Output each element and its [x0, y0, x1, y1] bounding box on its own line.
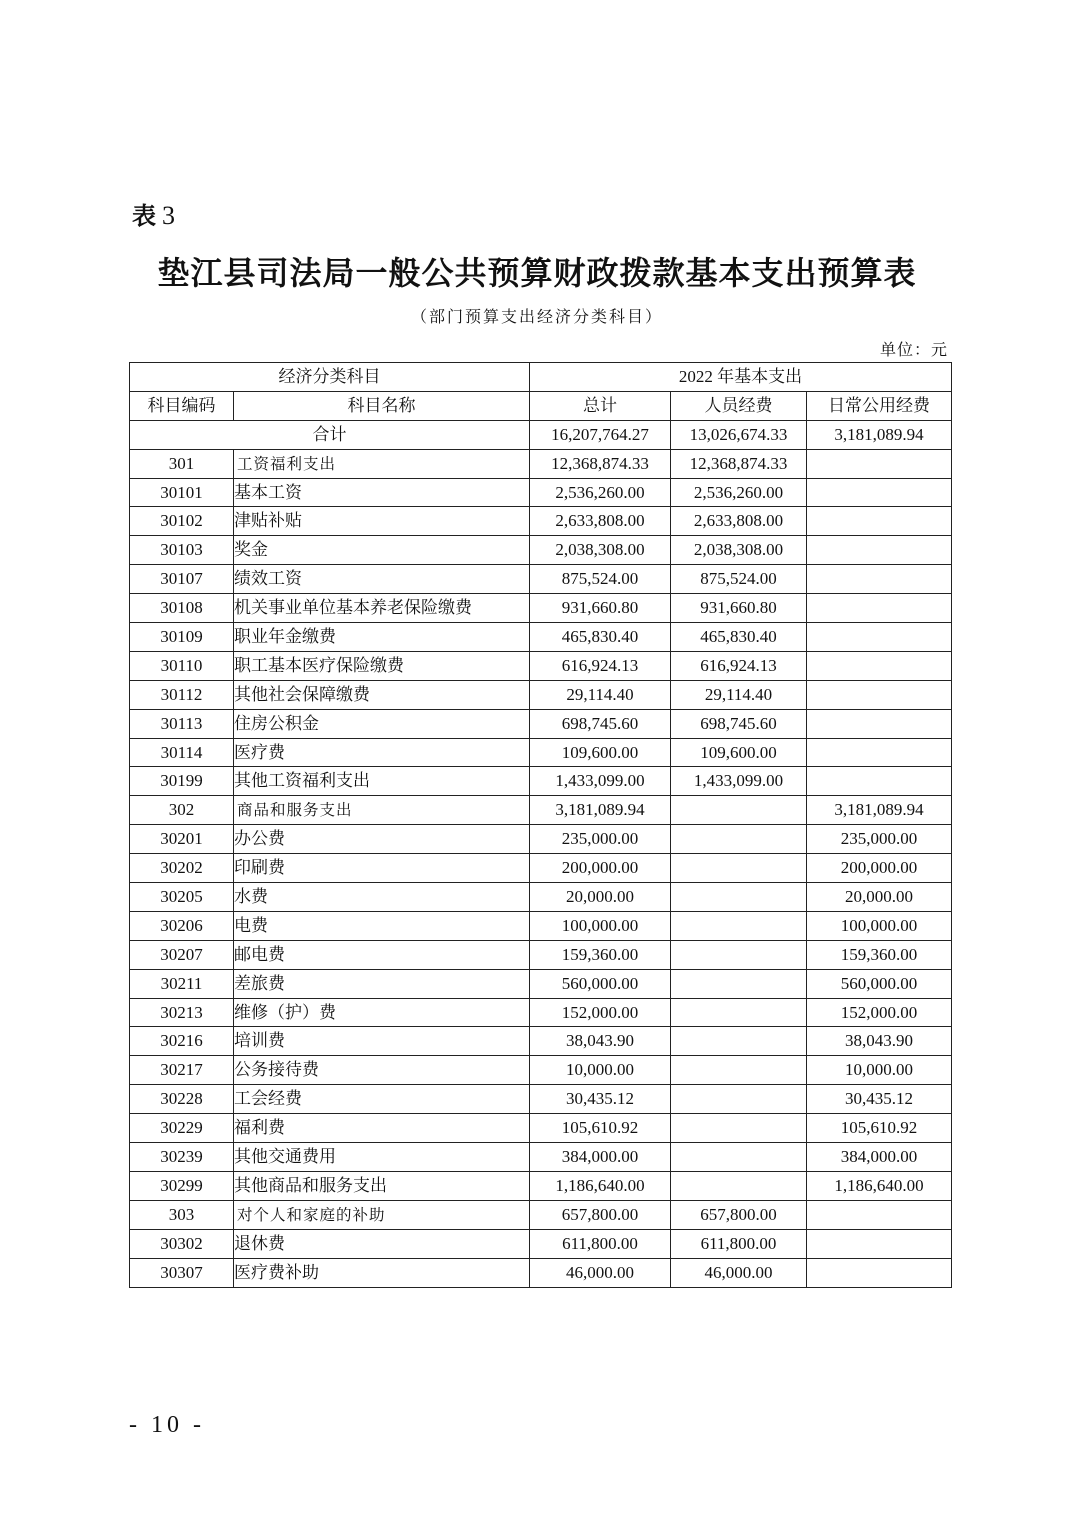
row-name: 职业年金缴费 [234, 623, 530, 652]
table-label-text: 表 [132, 202, 156, 230]
total-row-total: 16,207,764.27 [530, 420, 671, 449]
row-total: 10,000.00 [530, 1056, 671, 1085]
row-total: 29,114.40 [530, 680, 671, 709]
table-row [130, 969, 952, 998]
row-public [807, 1229, 952, 1258]
total-row-personnel: 13,026,674.33 [671, 420, 807, 449]
row-public [807, 738, 952, 767]
row-personnel: 657,800.00 [671, 1200, 807, 1229]
row-total: 235,000.00 [530, 825, 671, 854]
row-total: 159,360.00 [530, 940, 671, 969]
row-code: 30109 [130, 623, 234, 652]
table-row [130, 1027, 952, 1056]
row-code: 30199 [130, 767, 234, 796]
page-title: 垫江县司法局一般公共预算财政拨款基本支出预算表 [157, 254, 917, 292]
row-public [807, 623, 952, 652]
row-name: 住房公积金 [234, 709, 530, 738]
row-name: 商品和服务支出 [234, 796, 530, 825]
row-name: 对个人和家庭的补助 [234, 1200, 530, 1229]
row-total: 657,800.00 [530, 1200, 671, 1229]
row-personnel [671, 1171, 807, 1200]
row-total: 3,181,089.94 [530, 796, 671, 825]
row-name: 差旅费 [234, 969, 530, 998]
row-name: 水费 [234, 883, 530, 912]
budget-table [129, 362, 952, 1288]
row-code: 30307 [130, 1258, 234, 1287]
row-public: 20,000.00 [807, 883, 952, 912]
row-code: 30206 [130, 911, 234, 940]
column-header-public: 日常公用经费 [807, 391, 952, 420]
row-total: 698,745.60 [530, 709, 671, 738]
table-row [130, 998, 952, 1027]
row-name: 职工基本医疗保险缴费 [234, 651, 530, 680]
row-public: 100,000.00 [807, 911, 952, 940]
column-header-total: 总计 [530, 391, 671, 420]
row-personnel [671, 1056, 807, 1085]
row-name: 其他社会保障缴费 [234, 680, 530, 709]
row-personnel: 109,600.00 [671, 738, 807, 767]
row-code: 30103 [130, 536, 234, 565]
category-row [130, 1200, 952, 1229]
row-personnel [671, 883, 807, 912]
row-name: 工会经费 [234, 1085, 530, 1114]
column-header-code: 科目编码 [130, 391, 234, 420]
row-code: 30299 [130, 1171, 234, 1200]
table-number: 3 [162, 201, 175, 230]
row-personnel: 875,524.00 [671, 565, 807, 594]
row-name: 印刷费 [234, 854, 530, 883]
row-total: 12,368,874.33 [530, 449, 671, 478]
row-name: 其他工资福利支出 [234, 767, 530, 796]
row-personnel [671, 796, 807, 825]
row-code: 30207 [130, 940, 234, 969]
row-code: 30102 [130, 507, 234, 536]
row-total: 30,435.12 [530, 1085, 671, 1114]
header-year-basic: 2022 年基本支出 [530, 363, 952, 392]
row-code: 30107 [130, 565, 234, 594]
row-personnel: 611,800.00 [671, 1229, 807, 1258]
column-header-name: 科目名称 [234, 391, 530, 420]
row-code: 30201 [130, 825, 234, 854]
row-total: 465,830.40 [530, 623, 671, 652]
row-personnel: 465,830.40 [671, 623, 807, 652]
row-code: 30239 [130, 1143, 234, 1172]
row-personnel [671, 1143, 807, 1172]
row-public: 152,000.00 [807, 998, 952, 1027]
total-row-public: 3,181,089.94 [807, 420, 952, 449]
row-code: 30229 [130, 1114, 234, 1143]
row-total: 46,000.00 [530, 1258, 671, 1287]
row-name: 办公费 [234, 825, 530, 854]
page-subtitle: （部门预算支出经济分类科目） [410, 307, 663, 326]
table-row [130, 507, 952, 536]
table-row [130, 911, 952, 940]
row-public [807, 651, 952, 680]
row-name: 其他商品和服务支出 [234, 1171, 530, 1200]
row-total: 38,043.90 [530, 1027, 671, 1056]
column-header-personnel: 人员经费 [671, 391, 807, 420]
row-public: 1,186,640.00 [807, 1171, 952, 1200]
row-public [807, 594, 952, 623]
table-row [130, 1229, 952, 1258]
row-total: 100,000.00 [530, 911, 671, 940]
row-public [807, 767, 952, 796]
table-label [132, 196, 175, 231]
total-row [130, 420, 952, 449]
table-row [130, 536, 952, 565]
row-total: 1,186,640.00 [530, 1171, 671, 1200]
row-personnel [671, 911, 807, 940]
row-public [807, 680, 952, 709]
row-public: 38,043.90 [807, 1027, 952, 1056]
table-row [130, 565, 952, 594]
row-total: 931,660.80 [530, 594, 671, 623]
row-name: 维修（护）费 [234, 998, 530, 1027]
row-code: 30101 [130, 478, 234, 507]
row-total: 109,600.00 [530, 738, 671, 767]
row-personnel [671, 825, 807, 854]
row-personnel [671, 1114, 807, 1143]
row-total: 2,633,808.00 [530, 507, 671, 536]
row-public [807, 478, 952, 507]
row-name: 绩效工资 [234, 565, 530, 594]
group-header-row [130, 363, 952, 392]
row-personnel [671, 1027, 807, 1056]
unit-label: 单位：元 [879, 340, 948, 359]
row-code: 30112 [130, 680, 234, 709]
table-body [130, 420, 952, 1287]
category-row [130, 449, 952, 478]
row-total: 152,000.00 [530, 998, 671, 1027]
row-public: 159,360.00 [807, 940, 952, 969]
table-row [130, 478, 952, 507]
table-row [130, 825, 952, 854]
table-row [130, 680, 952, 709]
row-code: 30211 [130, 969, 234, 998]
row-code: 30216 [130, 1027, 234, 1056]
row-name: 退休费 [234, 1229, 530, 1258]
row-code: 30114 [130, 738, 234, 767]
header-econ-class: 经济分类科目 [130, 363, 530, 392]
row-public: 560,000.00 [807, 969, 952, 998]
page-number: - 10 - [129, 1412, 205, 1438]
row-personnel [671, 940, 807, 969]
table-row [130, 709, 952, 738]
table-row [130, 883, 952, 912]
row-total: 1,433,099.00 [530, 767, 671, 796]
row-name: 医疗费 [234, 738, 530, 767]
row-name: 福利费 [234, 1114, 530, 1143]
row-public [807, 449, 952, 478]
row-code: 30108 [130, 594, 234, 623]
row-personnel [671, 998, 807, 1027]
row-personnel [671, 969, 807, 998]
row-name: 电费 [234, 911, 530, 940]
row-code: 30228 [130, 1085, 234, 1114]
row-code: 30113 [130, 709, 234, 738]
row-personnel: 2,536,260.00 [671, 478, 807, 507]
row-name: 其他交通费用 [234, 1143, 530, 1172]
row-personnel: 12,368,874.33 [671, 449, 807, 478]
row-personnel: 2,038,308.00 [671, 536, 807, 565]
row-public [807, 565, 952, 594]
table-row [130, 1114, 952, 1143]
row-name: 培训费 [234, 1027, 530, 1056]
table-row [130, 1258, 952, 1287]
row-personnel [671, 854, 807, 883]
row-code: 303 [130, 1200, 234, 1229]
row-total: 560,000.00 [530, 969, 671, 998]
table-row [130, 1085, 952, 1114]
row-public [807, 536, 952, 565]
row-personnel: 698,745.60 [671, 709, 807, 738]
table-row [130, 1056, 952, 1085]
row-personnel: 29,114.40 [671, 680, 807, 709]
row-total: 2,038,308.00 [530, 536, 671, 565]
row-personnel: 1,433,099.00 [671, 767, 807, 796]
row-code: 30110 [130, 651, 234, 680]
row-personnel: 931,660.80 [671, 594, 807, 623]
row-public [807, 709, 952, 738]
row-name: 工资福利支出 [234, 449, 530, 478]
row-name: 医疗费补助 [234, 1258, 530, 1287]
row-personnel: 46,000.00 [671, 1258, 807, 1287]
row-code: 30217 [130, 1056, 234, 1085]
column-header-row [130, 391, 952, 420]
row-code: 30302 [130, 1229, 234, 1258]
row-code: 302 [130, 796, 234, 825]
table-row [130, 594, 952, 623]
row-code: 301 [130, 449, 234, 478]
row-code: 30213 [130, 998, 234, 1027]
row-public: 10,000.00 [807, 1056, 952, 1085]
row-personnel [671, 1085, 807, 1114]
row-code: 30202 [130, 854, 234, 883]
table-row [130, 767, 952, 796]
row-code: 30205 [130, 883, 234, 912]
row-public: 30,435.12 [807, 1085, 952, 1114]
category-row [130, 796, 952, 825]
row-public: 384,000.00 [807, 1143, 952, 1172]
row-public: 3,181,089.94 [807, 796, 952, 825]
row-total: 105,610.92 [530, 1114, 671, 1143]
row-total: 616,924.13 [530, 651, 671, 680]
row-name: 公务接待费 [234, 1056, 530, 1085]
total-row-label: 合计 [130, 420, 530, 449]
row-personnel: 616,924.13 [671, 651, 807, 680]
row-name: 基本工资 [234, 478, 530, 507]
row-name: 奖金 [234, 536, 530, 565]
row-total: 611,800.00 [530, 1229, 671, 1258]
table-row [130, 940, 952, 969]
table-row [130, 854, 952, 883]
row-public: 235,000.00 [807, 825, 952, 854]
row-public [807, 1258, 952, 1287]
row-personnel: 2,633,808.00 [671, 507, 807, 536]
table-row [130, 651, 952, 680]
row-name: 机关事业单位基本养老保险缴费 [234, 594, 530, 623]
table-row [130, 1171, 952, 1200]
row-total: 20,000.00 [530, 883, 671, 912]
row-total: 2,536,260.00 [530, 478, 671, 507]
table-row [130, 623, 952, 652]
row-public: 105,610.92 [807, 1114, 952, 1143]
row-public [807, 507, 952, 536]
row-total: 875,524.00 [530, 565, 671, 594]
row-name: 邮电费 [234, 940, 530, 969]
row-public [807, 1200, 952, 1229]
table-row [130, 1143, 952, 1172]
row-public: 200,000.00 [807, 854, 952, 883]
row-name: 津贴补贴 [234, 507, 530, 536]
row-total: 200,000.00 [530, 854, 671, 883]
row-total: 384,000.00 [530, 1143, 671, 1172]
table-row [130, 738, 952, 767]
